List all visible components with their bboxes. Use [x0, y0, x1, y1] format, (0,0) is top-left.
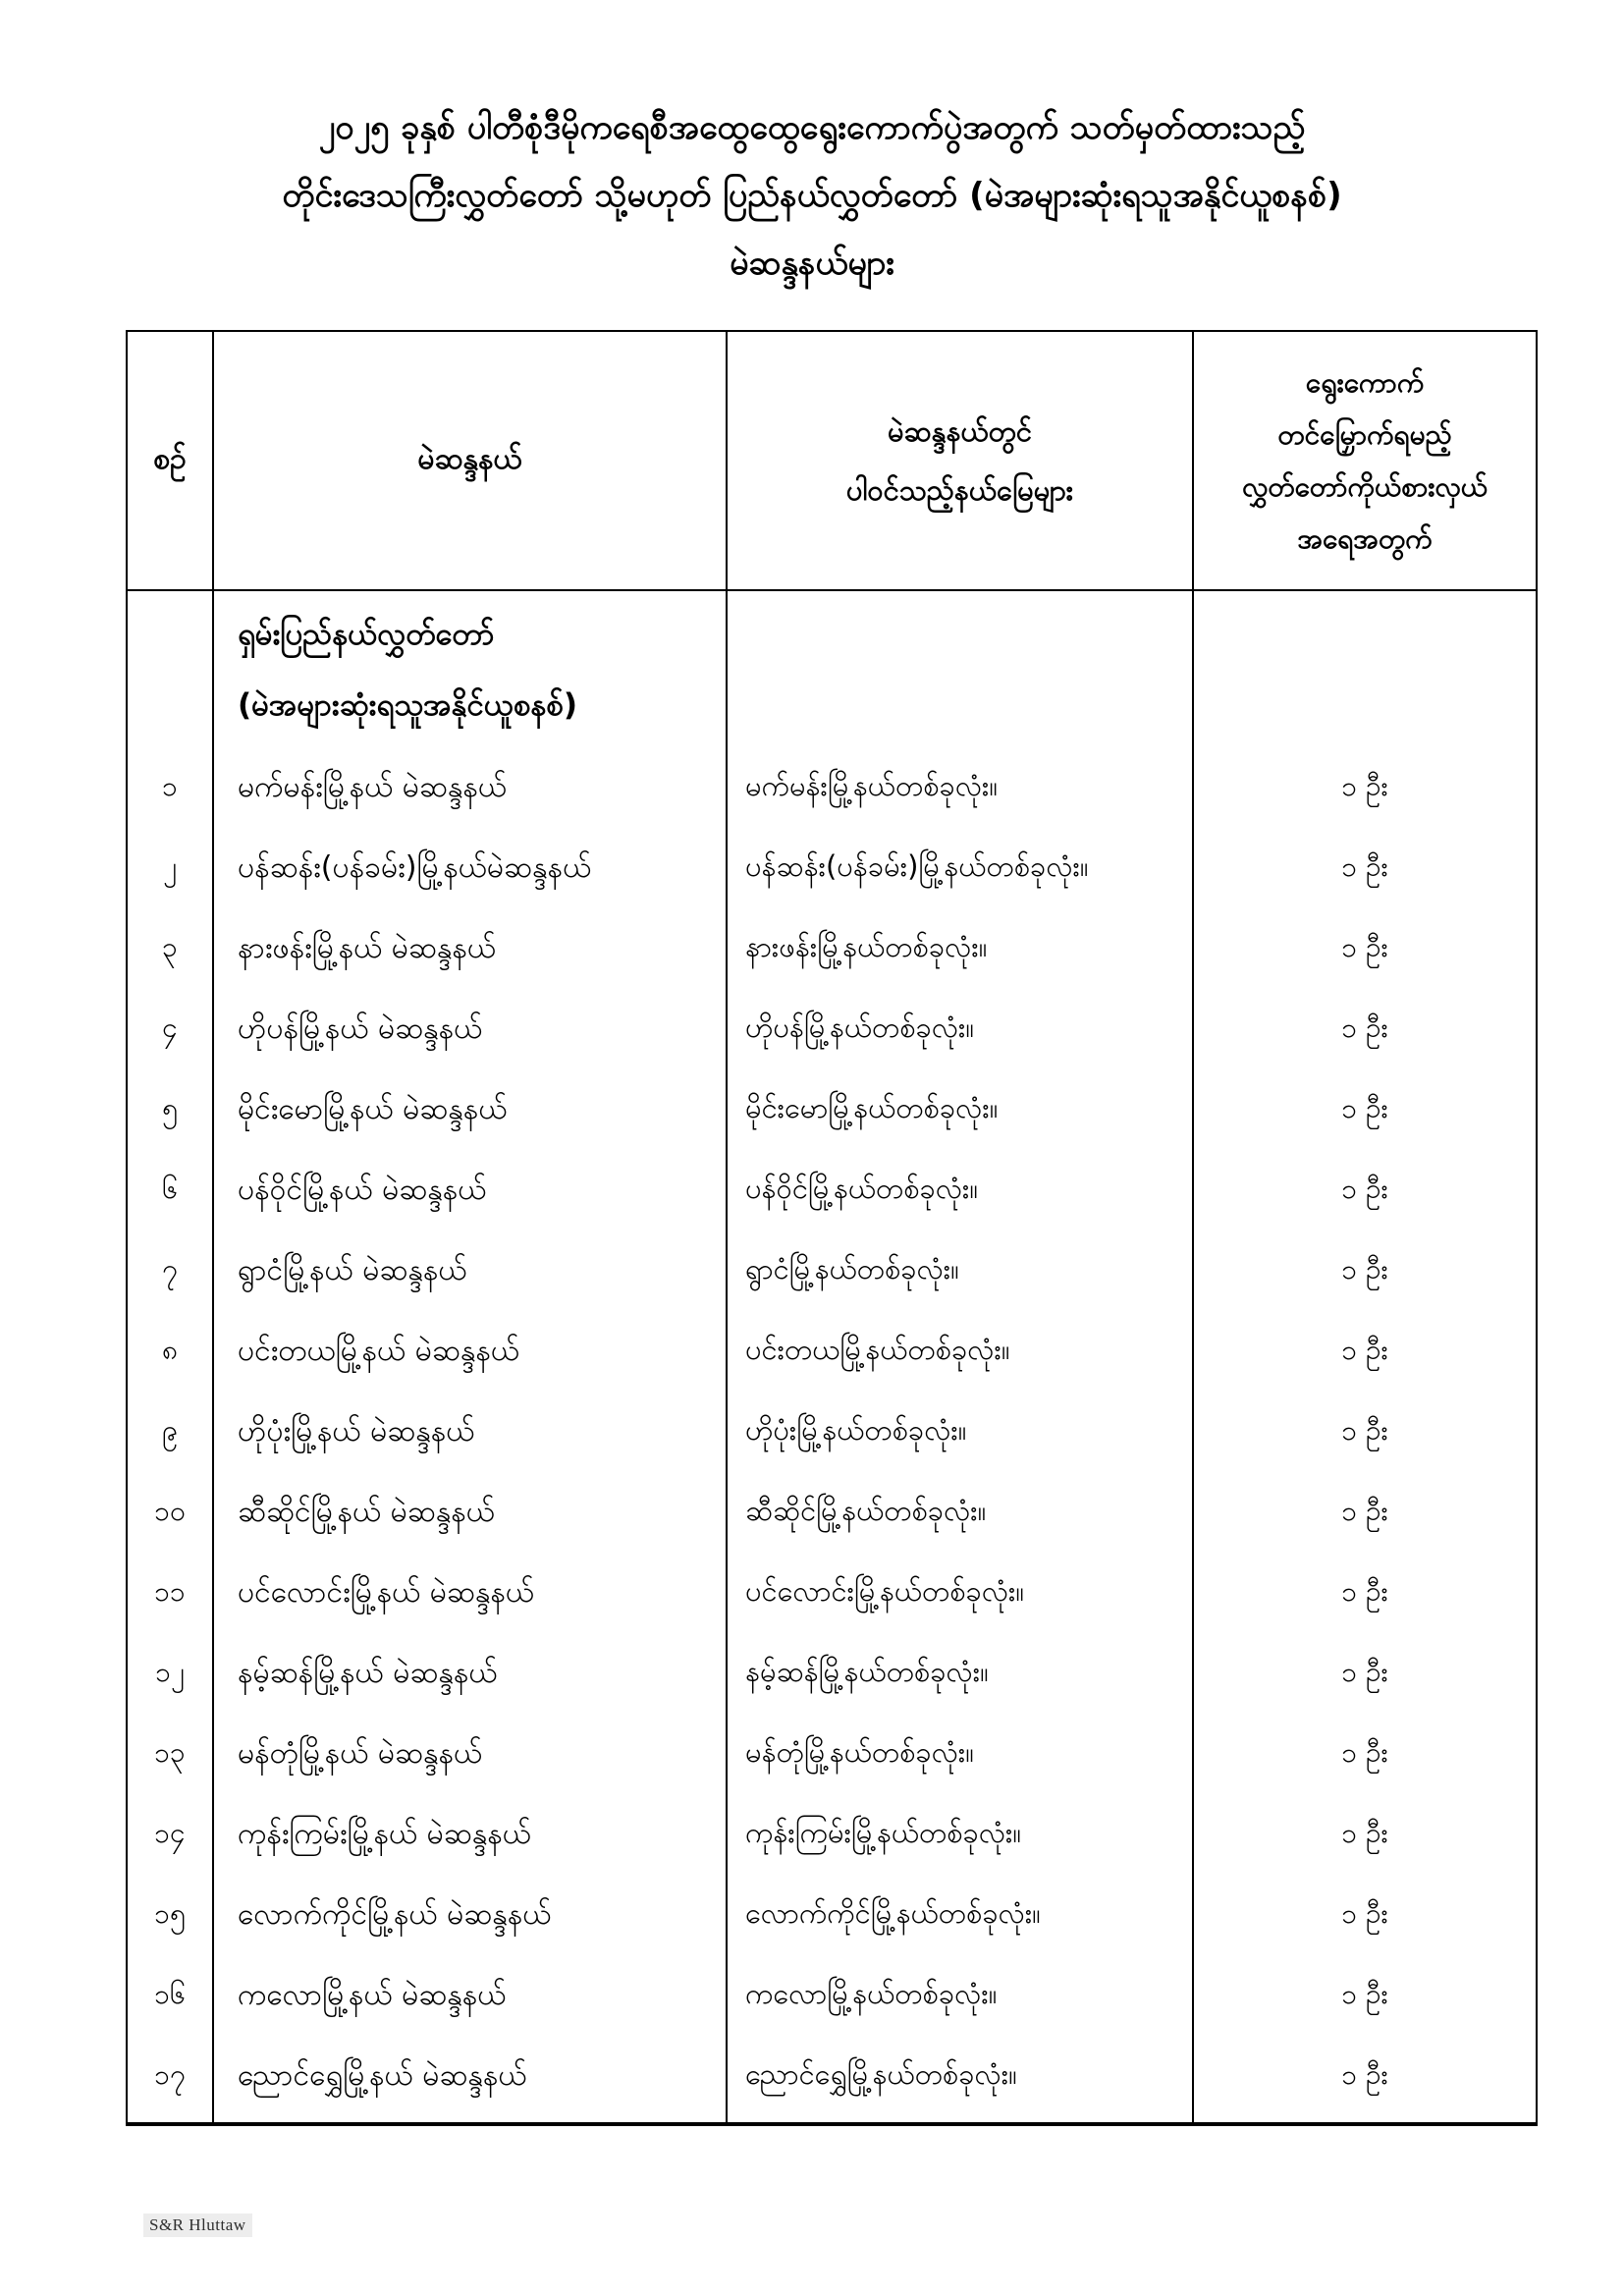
row-areas: ညောင်ရွှေမြို့နယ်တစ်ခုလုံး။ [745, 2056, 1017, 2091]
row-areas: ပင်းတယမြို့နယ်တစ်ခုလုံး။ [745, 1332, 1010, 1366]
row-rep-count: ၁ ဦး [1341, 1334, 1388, 1366]
row-constituency: ဟိုပုံးမြို့နယ် မဲဆန္ဒနယ် [238, 1413, 475, 1449]
table-body [128, 591, 1536, 2122]
row-rep-count: ၁ ဦး [1341, 770, 1388, 802]
row-serial: ၂ [163, 850, 177, 883]
row-serial: ၁၅ [154, 1897, 186, 1930]
document-title [0, 94, 1624, 298]
row-serial: ၁ [162, 770, 178, 802]
row-constituency: ပန်ဆန်း(ပန်ခမ်း)မြို့နယ်မဲဆန္ဒနယ် [238, 849, 592, 885]
row-rep-count: ၁ ဦး [1341, 1253, 1388, 1285]
row-serial: ၁၇ [154, 2058, 186, 2091]
col-header-areas: မဲဆန္ဒနယ်တွင် ပါဝင်သည့်နယ်မြေများ [728, 332, 1194, 589]
watermark-label: S&R Hluttaw [143, 2214, 252, 2237]
row-rep-count: ၁ ဦး [1341, 2058, 1388, 2091]
row-rep-count: ၁ ဦး [1341, 1173, 1388, 1205]
column-serial [128, 591, 214, 2122]
table-group-subtitle: (မဲအများဆုံးရသူအနိုင်ယူစနစ်) [238, 687, 578, 723]
row-rep-count: ၁ ဦး [1341, 1656, 1388, 1688]
row-serial: ၁၂ [155, 1656, 185, 1688]
row-serial: ၄ [162, 1011, 178, 1044]
row-serial: ၅ [162, 1092, 178, 1124]
row-constituency: ပင်လောင်းမြို့နယ် မဲဆန္ဒနယ် [238, 1574, 535, 1610]
row-areas: ကလောမြို့နယ်တစ်ခုလုံး။ [745, 1976, 998, 2010]
row-areas: မန်တုံမြို့နယ်တစ်ခုလုံး။ [745, 1734, 975, 1769]
row-constituency: ပင်းတယမြို့နယ် မဲဆန္ဒနယ် [238, 1333, 519, 1368]
row-areas: ပန်ဆန်း(ပန်ခမ်း)မြို့နယ်တစ်ခုလုံး။ [745, 848, 1089, 883]
group-header [214, 591, 726, 748]
row-serial: ၁၄ [154, 1817, 186, 1849]
row-areas: နားဖန်းမြို့နယ်တစ်ခုလုံး။ [745, 929, 988, 963]
row-constituency: ကုန်းကြမ်းမြို့နယ် မဲဆန္ဒနယ် [238, 1816, 531, 1851]
row-constituency: ကလောမြို့နယ် မဲဆန္ဒနယ် [238, 1977, 507, 2012]
row-areas: ကုန်းကြမ်းမြို့နယ်တစ်ခုလုံး။ [745, 1815, 1022, 1849]
row-serial: ၁၀ [154, 1495, 186, 1527]
row-constituency: မန်တုံမြို့နယ် မဲဆန္ဒနယ် [238, 1735, 483, 1771]
row-constituency: မိုင်းမောမြို့နယ် မဲဆန္ဒနယ် [238, 1091, 508, 1126]
row-constituency: နမ့်ဆန်မြို့နယ် မဲဆန္ဒနယ် [238, 1655, 498, 1690]
row-areas: ရွာငံမြို့နယ်တစ်ခုလုံး။ [745, 1251, 959, 1285]
row-serial: ၇ [162, 1253, 178, 1285]
row-rep-count: ၁ ဦး [1341, 1897, 1388, 1930]
col-header-representatives: ရွေးကောက် တင်မြှောက်ရမည့် လွှတ်တော်ကိုယ်စားလှယ် အရေအတွက် [1242, 366, 1488, 555]
row-rep-count: ၁ ဦး [1341, 1736, 1388, 1769]
row-serial: ၁၃ [154, 1736, 186, 1769]
document-title-line-2: တိုင်းဒေသကြီးလွှတ်တော် သို့မဟုတ် ပြည်နယ်လွှတ်တော် (မဲအများဆုံးရသူအနိုင်ယူစနစ်) [282, 176, 1342, 215]
row-rep-count: ၁ ဦး [1341, 931, 1388, 963]
row-serial: ၁၆ [154, 1978, 186, 2010]
row-rep-count: ၁ ဦး [1341, 1495, 1388, 1527]
col-header-constituency: မဲဆန္ဒနယ် [214, 332, 728, 589]
row-serial: ၆ [162, 1173, 178, 1205]
row-areas: နမ့်ဆန်မြို့နယ်တစ်ခုလုံး။ [745, 1654, 989, 1688]
row-areas: ပန်ဝိုင်မြို့နယ်တစ်ခုလုံး။ [745, 1171, 979, 1205]
row-rep-count: ၁ ဦး [1341, 1978, 1388, 2010]
row-constituency: ညောင်ရွှေမြို့နယ် မဲဆန္ဒနယ် [238, 2057, 527, 2093]
row-constituency: နားဖန်းမြို့နယ် မဲဆန္ဒနယ် [238, 930, 497, 965]
group-spacer [128, 591, 212, 748]
row-rep-count: ၁ ဦး [1341, 850, 1388, 883]
document-title-line-1: ၂၀၂၅ ခုနှစ် ပါတီစုံဒီမိုကရေစီအထွေထွေရွေးကောက်ပွဲအတွက် သတ်မှတ်ထားသည့် [318, 108, 1306, 147]
row-areas: ဆီဆိုင်မြို့နယ်တစ်ခုလုံး။ [745, 1493, 987, 1527]
row-constituency: ဟိုပန်မြို့နယ် မဲဆန္ဒနယ် [238, 1011, 483, 1046]
row-rep-count: ၁ ဦး [1341, 1011, 1388, 1044]
row-constituency: မက်မန်းမြို့နယ် မဲဆန္ဒနယ် [238, 769, 508, 804]
table-group-title: ရှမ်းပြည်နယ်လွှတ်တော် [238, 617, 495, 652]
row-constituency: လောက်ကိုင်မြို့နယ် မဲဆန္ဒနယ် [238, 1896, 552, 1932]
row-rep-count: ၁ ဦး [1341, 1092, 1388, 1124]
row-serial: ၈ [162, 1334, 178, 1366]
row-areas: ဟိုပုံးမြို့နယ်တစ်ခုလုံး။ [745, 1412, 967, 1447]
document-title-line-3: မဲဆန္ဒနယ်များ [730, 244, 894, 283]
row-constituency: ပန်ဝိုင်မြို့နယ် မဲဆန္ဒနယ် [238, 1172, 487, 1207]
row-areas: လောက်ကိုင်မြို့နယ်တစ်ခုလုံး။ [745, 1895, 1041, 1930]
constituency-table [126, 330, 1538, 2126]
row-serial: ၃ [162, 931, 178, 963]
row-areas: မိုင်းမောမြို့နယ်တစ်ခုလုံး။ [745, 1090, 999, 1124]
row-rep-count: ၁ ဦး [1341, 1817, 1388, 1849]
col-header-serial: စဉ် [128, 332, 214, 589]
row-areas: ပင်လောင်းမြို့နယ်တစ်ခုလုံး။ [745, 1573, 1025, 1608]
row-constituency: ရွာငံမြို့နယ် မဲဆန္ဒနယ် [238, 1252, 467, 1287]
column-areas [728, 591, 1194, 2122]
row-serial: ၉ [162, 1414, 178, 1447]
column-constituency [214, 591, 728, 2122]
group-spacer [1194, 591, 1536, 748]
group-spacer [728, 591, 1192, 748]
row-serial: ၁၁ [154, 1575, 186, 1608]
row-areas: မက်မန်းမြို့နယ်တစ်ခုလုံး။ [745, 768, 999, 802]
row-rep-count: ၁ ဦး [1341, 1414, 1388, 1447]
column-representatives [1194, 591, 1536, 2122]
row-constituency: ဆီဆိုင်မြို့နယ် မဲဆန္ဒနယ် [238, 1494, 495, 1529]
row-areas: ဟိုပန်မြို့နယ်တစ်ခုလုံး။ [745, 1010, 975, 1044]
table-header-row [128, 332, 1536, 591]
row-rep-count: ၁ ဦး [1341, 1575, 1388, 1608]
